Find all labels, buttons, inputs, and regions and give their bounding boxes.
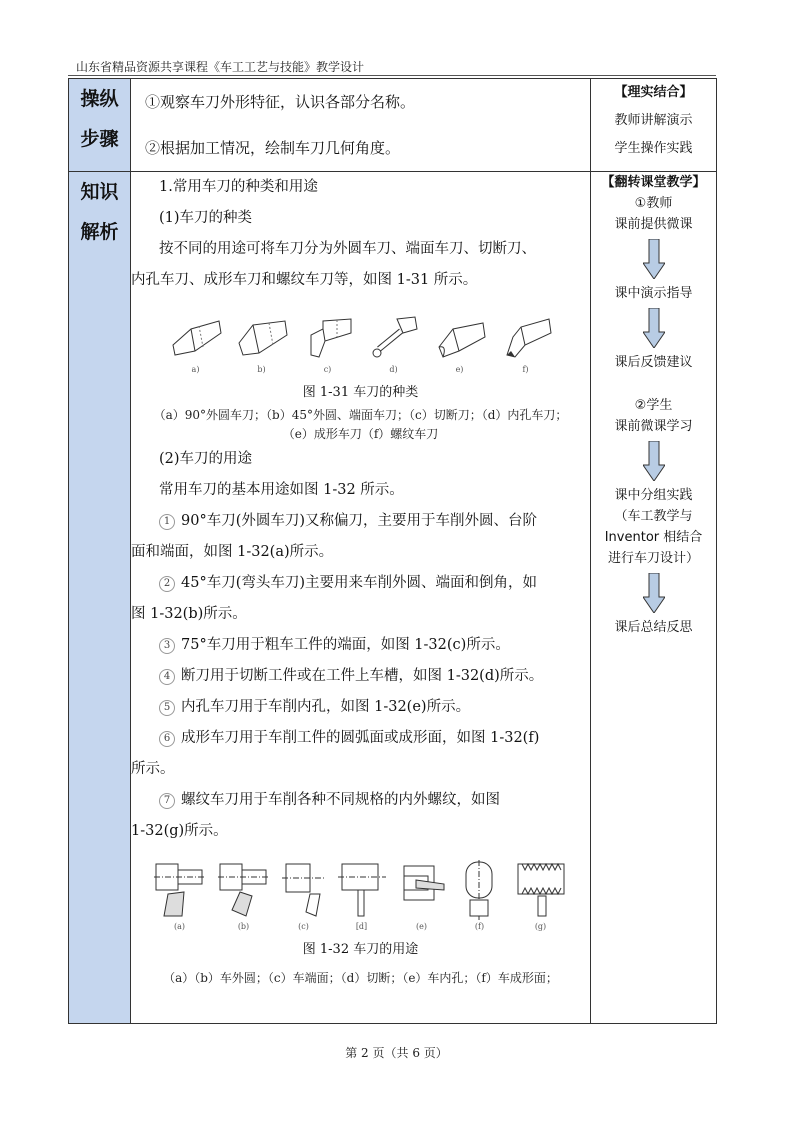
label-line: 知识	[80, 181, 119, 203]
figure-caption: 图 1-31 车刀的种类	[302, 385, 419, 400]
figure-sublabel: e)	[455, 365, 464, 374]
method-line: 学生操作实践	[614, 141, 693, 156]
item-number: 4	[159, 669, 175, 685]
figure-1-32-drawings	[131, 851, 590, 931]
external-turning-icon	[154, 860, 206, 920]
list-item-continuation: 面和端面，如图 1-32(a)所示。	[131, 544, 334, 560]
tool-drawing	[169, 315, 223, 374]
method-title: 【翻转课堂教学】	[601, 175, 706, 190]
item-text: 螺纹车刀用于车削各种不同规格的内外螺纹，如图	[181, 792, 500, 808]
usage-drawing	[218, 860, 270, 931]
page-header: 山东省精品资源共享课程《车工工艺与技能》教学设计	[76, 60, 365, 74]
label-line: 解析	[80, 221, 119, 243]
figure-sublabel: (b)	[237, 922, 250, 931]
usage-drawing	[458, 860, 502, 931]
item-text: 断刀用于切断工件或在工件上车槽，如图 1-32(d)所示。	[181, 668, 544, 684]
down-arrow-icon	[591, 573, 716, 613]
figure-subcaption: （a）90°外圆车刀；（b）45°外圆、端面车刀；（c）切断刀；（d）内孔车刀；	[153, 408, 568, 422]
form-turning-icon	[458, 860, 502, 920]
tool-drawing	[301, 315, 355, 374]
parting-tool-icon	[301, 315, 355, 363]
label-line: 步骤	[80, 128, 119, 150]
knowledge-content-cell	[131, 172, 591, 1024]
figure-sublabel: (c)	[298, 922, 309, 931]
header-rule	[68, 75, 716, 76]
method-cell	[591, 79, 717, 172]
paragraph-line: 内孔车刀、成形车刀和螺纹车刀等，如图 1-31 所示。	[131, 272, 478, 288]
method-title: 【理实结合】	[614, 85, 693, 100]
figure-sublabel: (g)	[534, 922, 547, 931]
paragraph-line: 按不同的用途可将车刀分为外圆车刀、端面车刀、切断刀、	[159, 241, 536, 257]
item-number: 7	[159, 793, 175, 809]
operation-label-cell	[69, 79, 131, 172]
threading-tool-icon	[499, 315, 553, 363]
flow-step: 课中演示指导	[614, 286, 693, 301]
figure-sublabel: d)	[389, 365, 398, 374]
usage-drawing	[338, 860, 386, 931]
figure-subcaption: （e）成形车刀（f）螺纹车刀	[282, 427, 439, 441]
knowledge-label-cell	[69, 172, 131, 1024]
thread-turning-icon	[514, 860, 568, 920]
figure-subcaption: （a）（b）车外圆；（c）车端面；（d）切断；（e）车内孔；（f）车成形面；	[163, 971, 558, 985]
item-number: 6	[159, 731, 175, 747]
usage-drawing	[398, 860, 446, 931]
forming-tool-icon	[433, 315, 487, 363]
item-text: 内孔车刀用于车削内孔，如图 1-32(e)所示。	[181, 699, 471, 715]
boring-tool-icon	[367, 315, 421, 363]
turning-tool-icon	[169, 315, 223, 363]
figure-caption: 图 1-32 车刀的用途	[302, 942, 419, 957]
role-label: ①教师	[634, 196, 673, 211]
step-text: ②根据加工情况，绘制车刀几何角度。	[145, 139, 401, 157]
figure-sublabel: f)	[522, 365, 529, 374]
page-footer: 第 2 页（共 6 页）	[345, 1046, 448, 1060]
figure-sublabel: (a)	[173, 922, 185, 931]
tool-drawing	[499, 315, 553, 374]
list-item	[131, 785, 590, 816]
flow-step: 课前微课学习	[614, 419, 693, 434]
subheading: (1)车刀的种类	[159, 210, 253, 226]
down-arrow-icon	[591, 239, 716, 279]
teaching-method-cell	[591, 172, 717, 1024]
tool-drawing	[433, 315, 487, 374]
flow-step: 课后反馈建议	[614, 355, 693, 370]
flow-step-note: （车工教学与	[614, 509, 693, 524]
lesson-table	[68, 78, 717, 1024]
list-item-continuation: 图 1-32(b)所示。	[131, 606, 247, 622]
item-text: 成形车刀用于车削工件的圆弧面或成形面，如图 1-32(f)	[181, 730, 540, 746]
list-item	[131, 661, 590, 692]
list-item	[131, 692, 590, 723]
role-label: ②学生	[634, 398, 673, 413]
facing-tool-icon	[235, 315, 289, 363]
section-heading: 1.常用车刀的种类和用途	[159, 179, 318, 195]
item-number: 5	[159, 700, 175, 716]
flow-step-note: Inventor 相结合	[604, 530, 703, 545]
figure-sublabel: a)	[191, 365, 200, 374]
flow-step: 课中分组实践	[614, 488, 693, 503]
step-text: ①观察车刀外形特征，认识各部分名称。	[145, 93, 416, 111]
list-item	[131, 506, 590, 537]
figure-sublabel: b)	[257, 365, 266, 374]
usage-drawing	[514, 860, 568, 931]
item-text: 75°车刀用于粗车工件的端面，如图 1-32(c)所示。	[181, 637, 510, 653]
subheading: (2)车刀的用途	[159, 451, 253, 467]
list-item-continuation: 所示。	[131, 761, 175, 777]
item-number: 1	[159, 514, 175, 530]
end-facing-icon	[282, 860, 326, 920]
figure-sublabel: [d]	[355, 922, 368, 931]
figure-sublabel: (e)	[416, 922, 427, 931]
internal-boring-icon	[398, 860, 446, 920]
list-item-continuation: 1-32(g)所示。	[131, 823, 228, 839]
tool-drawing	[367, 315, 421, 374]
label-line: 操纵	[80, 88, 119, 110]
item-text: 90°车刀(外圆车刀)又称偏刀，主要用于车削外圆、台阶	[181, 513, 538, 529]
flow-step: 课前提供微课	[614, 217, 693, 232]
usage-drawing	[154, 860, 206, 931]
figure-1-31-drawings	[131, 300, 590, 374]
usage-drawing	[282, 860, 326, 931]
tool-drawing	[235, 315, 289, 374]
figure-sublabel: (f)	[474, 922, 485, 931]
item-number: 2	[159, 576, 175, 592]
knowledge-row	[69, 172, 717, 1024]
parting-off-icon	[338, 860, 386, 920]
paragraph-line: 常用车刀的基本用途如图 1-32 所示。	[159, 482, 404, 498]
operation-steps-cell	[131, 79, 591, 172]
item-number: 3	[159, 638, 175, 654]
figure-sublabel: c)	[323, 365, 332, 374]
operation-row	[69, 79, 717, 172]
list-item	[131, 568, 590, 599]
down-arrow-icon	[591, 441, 716, 481]
chamfer-turning-icon	[218, 860, 270, 920]
list-item	[131, 723, 590, 754]
flow-step-note: 进行车刀设计）	[607, 551, 699, 566]
method-line: 教师讲解演示	[614, 113, 693, 128]
flow-step: 课后总结反思	[614, 620, 693, 635]
down-arrow-icon	[591, 308, 716, 348]
list-item	[131, 630, 590, 661]
item-text: 45°车刀(弯头车刀)主要用来车削外圆、端面和倒角，如	[181, 575, 538, 591]
